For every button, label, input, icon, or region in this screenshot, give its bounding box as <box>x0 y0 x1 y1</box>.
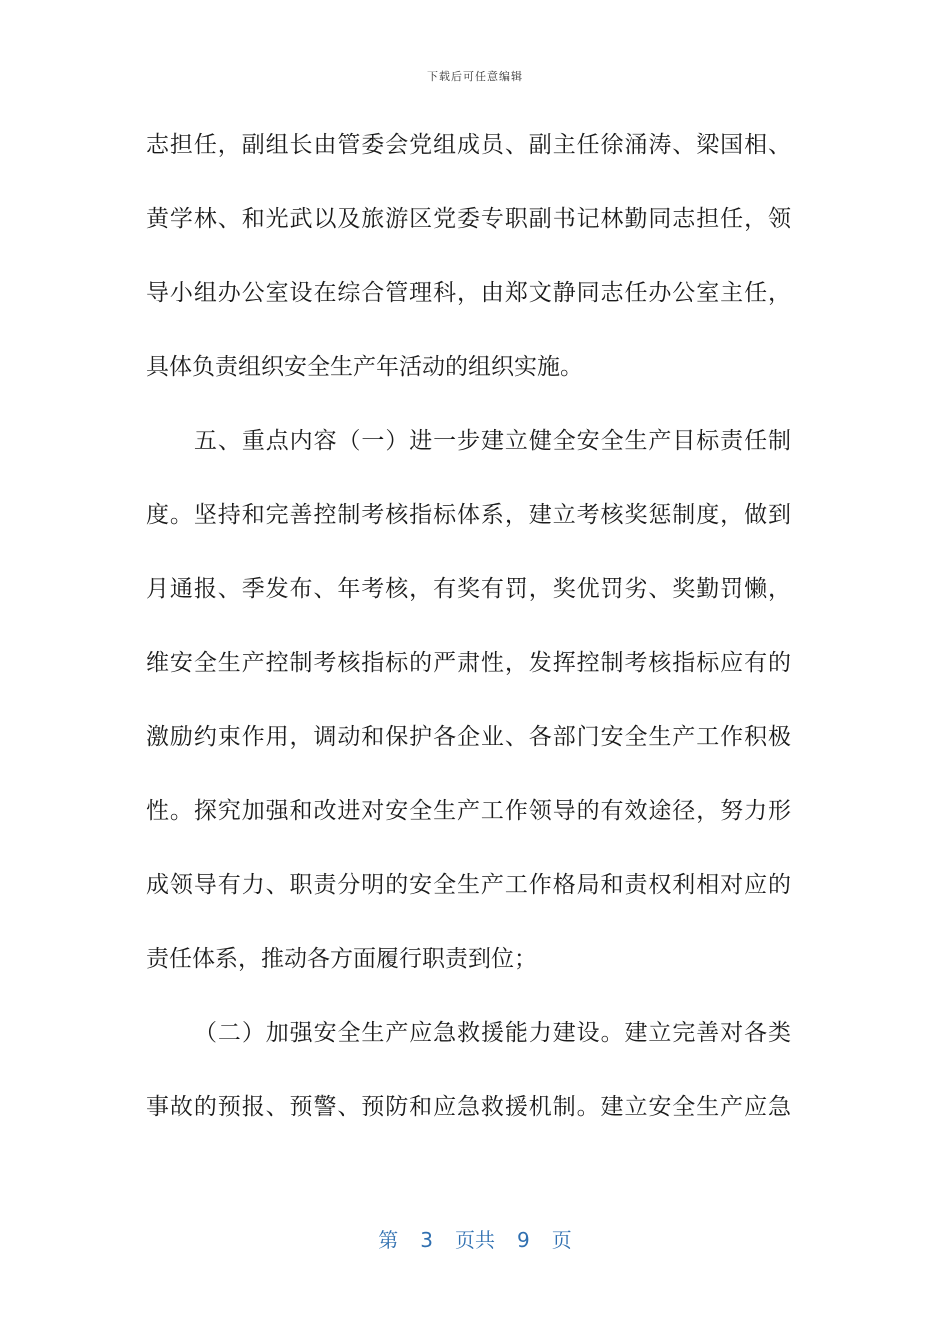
text-line: 具体负责组织安全生产年活动的组织实施。 <box>146 354 583 380</box>
page-label-prefix: 第 <box>378 1228 399 1252</box>
text-line: 导小组办公室设在综合管理科，由郑文静同志任办公室主任， <box>146 280 791 306</box>
text-line: 月通报、季发布、年考核，有奖有罚，奖优罚劣、奖勤罚懒， <box>146 576 791 602</box>
page-label-mid: 页共 <box>455 1228 495 1252</box>
text-line: 黄学林、和光武以及旅游区党委专职副书记林勤同志担任，领 <box>146 206 791 232</box>
page-number: 3 <box>420 1228 433 1252</box>
text-line: 五、重点内容（一）进一步建立健全安全生产目标责任制 <box>194 428 791 454</box>
text-line: （二）加强安全生产应急救援能力建设。建立完善对各类 <box>194 1020 791 1046</box>
text-line: 成领导有力、职责分明的安全生产工作格局和责权利相对应的 <box>146 872 791 898</box>
text-line: 责任体系，推动各方面履行职责到位； <box>146 946 537 972</box>
text-line: 度。坚持和完善控制考核指标体系，建立考核奖惩制度，做到 <box>146 502 791 528</box>
text-line: 维安全生产控制考核指标的严肃性，发挥控制考核指标应有的 <box>146 650 791 676</box>
page-label-suffix: 页 <box>551 1228 572 1252</box>
document-body <box>146 120 791 1156</box>
text-line: 激励约束作用，调动和保护各企业、各部门安全生产工作积极 <box>146 724 791 750</box>
text-line: 事故的预报、预警、预防和应急救援机制。建立安全生产应急 <box>146 1094 791 1120</box>
page-header-note: 下载后可任意编辑 <box>427 70 523 83</box>
text-line: 志担任，副组长由管委会党组成员、副主任徐涌涛、梁国相、 <box>146 132 791 158</box>
total-pages: 9 <box>517 1228 530 1252</box>
text-line: 性。探究加强和改进对安全生产工作领导的有效途径，努力形 <box>146 798 791 824</box>
page-footer <box>0 1224 950 1253</box>
